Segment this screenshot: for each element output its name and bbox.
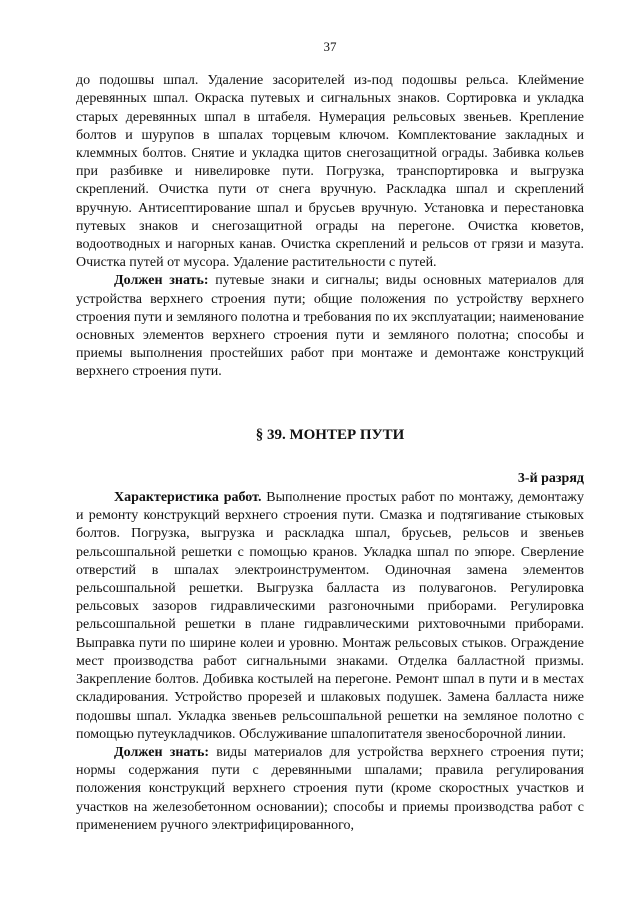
must-know-lead-2: Должен знать: <box>114 744 210 760</box>
must-know-paragraph-2 <box>76 744 584 835</box>
grade-label: 3-й разряд <box>517 470 584 486</box>
intro-paragraph: до подошвы шпал. Удаление засорителей из-под подошвы рельса. Клеймение деревянных шпал. Окраска путевых и сигнальных знаков. Сортировка и укладка старых деревянных шпал в штабеля. Нумерация рельсовых звеньев. Крепление болтов и шурупов в шпалах торцевым ключом. Комплектование закладных и клеммных болтов. Снятие и укладка щитов снегозащитной ограды. Забивка кольев при разбивке и нивелировке пути. Погрузка, транспортировка и выгрузка скреплений. Очистка пути от снега вручную. Раскладка шпал и скреплений вручную. Антисептирование шпал и брусьев вручную. Установка и перестановка путевых знаков и снегозащитной ограды на перегоне. Очистка кюветов, водоотводных и нагорных канав. Очистка скреплений и рельсов от грязи и мазута. Очистка путей от мусора. Удаление растительности с путей. <box>76 73 584 271</box>
work-characteristics-lead: Характеристика работ. <box>114 490 262 506</box>
page-number: 37 <box>323 39 337 54</box>
section-title: § 39. МОНТЕР ПУТИ <box>255 426 405 443</box>
must-know-text-1: путевые знаки и сигналы; виды основных материалов для устройства верхнего строения пути; общие положения по устройству верхнего строения пути и земляного полотна и требования по их эксплуатации; наименование основных элементов верхнего строения пути и земляного полотна; способы и приемы выполнения простейших работ при монтаже и демонтаже конструкций верхнего строения пути. <box>76 273 584 380</box>
must-know-lead-1: Должен знать: <box>114 273 209 289</box>
must-know-text-2: виды материалов для устройства верхнего строения пути; нормы содержания пути с деревянными шпалами; правила регулирования положения конструкций верхнего строения пути (кроме скоростных участков и участков на железобетонном основании); способы и приемы производства работ с применением ручного электрифицированного, <box>76 744 584 833</box>
work-characteristics-text: Выполнение простых работ по монтажу, демонтажу и ремонту конструкций верхнего строения пути. Смазка и подтягивание стыковых болтов. Погрузка, выгрузка и раскладка шпал, брусьев, рельсов и звеньев рельсошпальной решетки с помощью кранов. Укладка шпал по эпюре. Сверление отверстий в шпалах электроинструментом. Одиночная замена элементов рельсошпальной решетки. Выгрузка балласта из полувагонов. Регулировка рельсовых зазоров гидравлическими разгоночными приборами. Регулировка рельсошпальной решетки в плане гидравлическими рихтовочными приборами. Выправка пути по ширине колеи и уровню. Монтаж рельсовых стыков. Ограждение мест производства работ сигнальными знаками. Отделка балластной призмы. Закрепление болтов. Добивка костылей на перегоне. Ремонт шпал в пути и в местах складирования. Устройство прорезей и шлаковых подушек. Замена балласта ниже подошвы шпал. Укладка звеньев рельсошпальной решетки на земляное полотно с помощью путеукладчиков. Обслуживание шпалопитателя звеносборочной линии. <box>76 490 584 742</box>
work-characteristics-paragraph <box>76 489 584 744</box>
must-know-paragraph-1 <box>76 272 584 381</box>
